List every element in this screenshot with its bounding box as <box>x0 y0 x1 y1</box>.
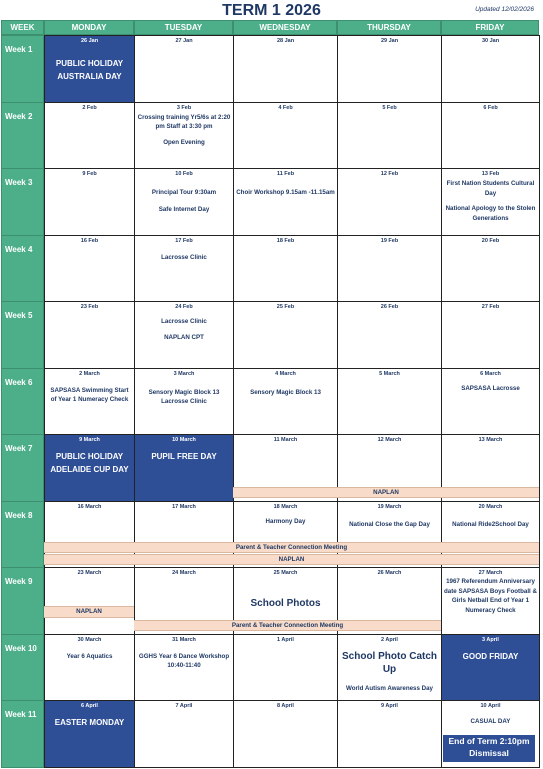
date-label: 2 Feb <box>82 104 97 111</box>
event-text: 1967 Referendum Anniversary date SAPSASA Boys Football & Girls Netball End of Year 1 Numeracy Check <box>444 578 537 614</box>
date-label: 7 April <box>175 703 193 709</box>
day-cell-wed <box>233 235 338 303</box>
day-cell-mon <box>44 567 135 635</box>
date-label: 12 Feb <box>380 171 399 177</box>
week-label: Week 6 <box>1 368 44 436</box>
date-label: 6 April <box>81 703 98 709</box>
date-label: 3 March <box>173 370 195 377</box>
day-cell-fri <box>441 102 540 170</box>
date-label: 6 Feb <box>483 104 498 111</box>
header-thursday: THURSDAY <box>337 20 441 35</box>
day-cell-thu <box>337 35 442 103</box>
day-cell-fri <box>441 368 540 436</box>
naplan-band: NAPLAN <box>233 487 539 498</box>
day-cell-fri <box>441 634 540 702</box>
date-label: 4 March <box>275 370 296 377</box>
date-label: 28 Jan <box>276 38 295 44</box>
event-text: Safe Internet Day <box>158 205 210 213</box>
date-label: 13 March <box>478 437 503 443</box>
event-text: EASTER MONDAY <box>54 718 125 727</box>
day-cell-thu <box>337 102 442 170</box>
day-cell-thu <box>337 235 442 303</box>
date-label: 16 Feb <box>80 237 99 244</box>
event-text: Crossing training Yr5/6s at 2:20 pm Staff at 3:30 pm <box>137 113 231 130</box>
date-label: 10 March <box>172 437 196 443</box>
date-label: 2 March <box>79 370 100 377</box>
event-text: Sensory Magic Block 13 <box>250 388 321 396</box>
week-label: Week 9 <box>1 567 44 635</box>
event-text: PUBLIC HOLIDAY ADELAIDE CUP DAY <box>50 452 129 474</box>
event-text: Harmony Day <box>265 517 306 525</box>
day-cell-tue <box>134 434 234 502</box>
day-cell-mon <box>44 35 135 103</box>
event-text: GGHS Year 6 Dance Workshop 10:40-11:40 <box>138 652 230 669</box>
day-cell-tue <box>134 35 234 103</box>
event-text: World Autism Awareness Day <box>346 684 433 692</box>
date-label: 27 Jan <box>175 38 193 44</box>
day-cell-fri <box>441 168 540 236</box>
week-label: Week 8 <box>1 501 44 569</box>
date-label: 8 April <box>277 703 294 709</box>
day-cell-tue <box>134 700 234 768</box>
event-text: National Close the Gap Day <box>349 520 430 528</box>
date-label: 26 March <box>377 570 402 576</box>
date-label: 11 Feb <box>276 171 295 177</box>
header-week: WEEK <box>1 20 44 35</box>
date-label: 26 Jan <box>80 38 99 44</box>
event-text: SAPSASA Swimming Start of Year 1 Numeracy Check <box>50 386 129 403</box>
day-cell-thu <box>337 301 442 369</box>
event-text: Lacrosse Clinic <box>161 318 207 325</box>
date-label: 10 Feb <box>175 171 193 177</box>
day-cell-mon <box>44 301 135 369</box>
event-text: CASUAL DAY <box>470 718 511 725</box>
date-label: 23 Feb <box>80 304 99 310</box>
event-text: Open Evening <box>163 138 205 146</box>
day-cell-mon <box>44 168 135 236</box>
date-label: 27 March <box>478 570 503 576</box>
date-label: 25 Feb <box>276 304 295 310</box>
updated-date: Updated 12/02/2026 <box>475 6 534 13</box>
day-cell-fri <box>441 301 540 369</box>
event-text: Choir Workshop 9.15am -11.15am <box>236 189 335 196</box>
day-cell-thu <box>337 168 442 236</box>
week-label: Week 4 <box>1 235 44 303</box>
date-label: 27 Feb <box>481 304 500 310</box>
week-label: Week 5 <box>1 301 44 369</box>
date-label: 20 Feb <box>481 237 500 244</box>
date-label: 3 April <box>482 636 499 643</box>
date-label: 11 March <box>273 437 298 443</box>
end-of-term-notice: End of Term 2:10pm Dismissal <box>443 735 535 762</box>
date-label: 16 March <box>77 503 102 510</box>
day-cell-mon <box>44 434 135 502</box>
header-wednesday: WEDNESDAY <box>233 20 337 35</box>
event-text: SAPSASA Lacrosse <box>461 384 520 392</box>
event-text: GOOD FRIDAY <box>462 651 519 661</box>
term-calendar <box>1 20 539 766</box>
event-text: NAPLAN CPT <box>164 333 204 341</box>
page-title: TERM 1 2026 <box>222 2 321 19</box>
date-label: 19 March <box>377 503 402 510</box>
day-cell-thu <box>337 368 442 436</box>
event-text: PUBLIC HOLIDAY AUSTRALIA DAY <box>55 59 124 81</box>
date-label: 17 March <box>172 503 196 510</box>
date-label: 24 March <box>172 570 196 576</box>
week-label: Week 3 <box>1 168 44 236</box>
day-cell-fri <box>441 235 540 303</box>
day-cell-mon <box>44 700 135 768</box>
day-cell-tue <box>134 301 234 369</box>
event-text: Sensory Magic Block 13 Lacrosse Clinic <box>148 388 220 405</box>
week-label: Week 7 <box>1 434 44 502</box>
date-label: 3 Feb <box>176 104 192 111</box>
day-cell-wed <box>233 102 338 170</box>
date-label: 2 April <box>381 636 398 643</box>
date-label: 4 Feb <box>278 104 293 111</box>
date-label: 9 Feb <box>82 171 97 177</box>
date-label: 30 March <box>77 636 102 643</box>
event-text: School Photo Catch Up <box>342 650 437 675</box>
event-text: Year 6 Aquatics <box>66 652 113 660</box>
week-label: Week 11 <box>1 700 44 768</box>
day-cell-fri <box>441 567 540 635</box>
header-friday: FRIDAY <box>441 20 539 35</box>
week-label: Week 1 <box>1 35 44 103</box>
date-label: 9 April <box>381 703 398 709</box>
date-label: 10 April <box>480 703 501 709</box>
day-cell-tue <box>134 168 234 236</box>
event-text: First Nation Students Cultural Day <box>446 180 535 197</box>
date-label: 13 Feb <box>481 171 500 177</box>
event-text: Principal Tour 9:30am <box>151 189 217 196</box>
date-label: 29 Jan <box>380 38 399 44</box>
date-label: 17 Feb <box>175 237 193 244</box>
day-cell-mon <box>44 102 135 170</box>
date-label: 30 Jan <box>481 38 500 44</box>
day-cell-wed <box>233 700 338 768</box>
event-text: Lacrosse Clinic <box>161 253 207 261</box>
event-text: PUPIL FREE DAY <box>151 452 217 461</box>
day-cell-tue <box>134 368 234 436</box>
header-tuesday: TUESDAY <box>134 20 233 35</box>
day-cell-tue <box>134 102 234 170</box>
date-label: 18 Feb <box>276 237 295 244</box>
date-label: 12 March <box>377 437 402 443</box>
event-text: School Photos <box>250 598 321 609</box>
event-text: National Apology to the Stolen Generations <box>445 205 536 222</box>
date-label: 18 March <box>273 503 298 510</box>
day-cell-wed <box>233 168 338 236</box>
naplan-band: NAPLAN <box>44 554 539 565</box>
event-text: National Ride2School Day <box>452 520 529 528</box>
day-cell-mon <box>44 235 135 303</box>
day-cell-wed <box>233 301 338 369</box>
meeting-band: Parent & Teacher Connection Meeting <box>134 620 441 631</box>
date-label: 26 Feb <box>380 304 399 310</box>
week-label: Week 10 <box>1 634 44 702</box>
date-label: 5 March <box>379 370 400 377</box>
date-label: 25 March <box>273 570 298 576</box>
day-cell-wed <box>233 634 338 702</box>
date-label: 23 March <box>77 570 102 576</box>
day-cell-mon <box>44 368 135 436</box>
day-cell-thu <box>337 700 442 768</box>
date-label: 24 Feb <box>175 304 193 310</box>
date-label: 20 March <box>478 503 503 510</box>
meeting-band: Parent & Teacher Connection Meeting <box>44 542 539 553</box>
day-cell-mon <box>44 634 135 702</box>
day-cell-wed <box>233 368 338 436</box>
day-cell-fri <box>441 35 540 103</box>
date-label: 9 March <box>79 437 100 443</box>
naplan-band: NAPLAN <box>44 606 134 618</box>
day-cell-wed <box>233 35 338 103</box>
date-label: 31 March <box>172 636 196 643</box>
week-label: Week 2 <box>1 102 44 170</box>
date-label: 1 April <box>277 636 294 643</box>
day-cell-tue <box>134 235 234 303</box>
day-cell-thu <box>337 634 442 702</box>
day-cell-tue <box>134 634 234 702</box>
date-label: 6 March <box>480 370 501 377</box>
header-monday: MONDAY <box>44 20 134 35</box>
date-label: 5 Feb <box>382 104 397 111</box>
date-label: 19 Feb <box>380 237 399 244</box>
